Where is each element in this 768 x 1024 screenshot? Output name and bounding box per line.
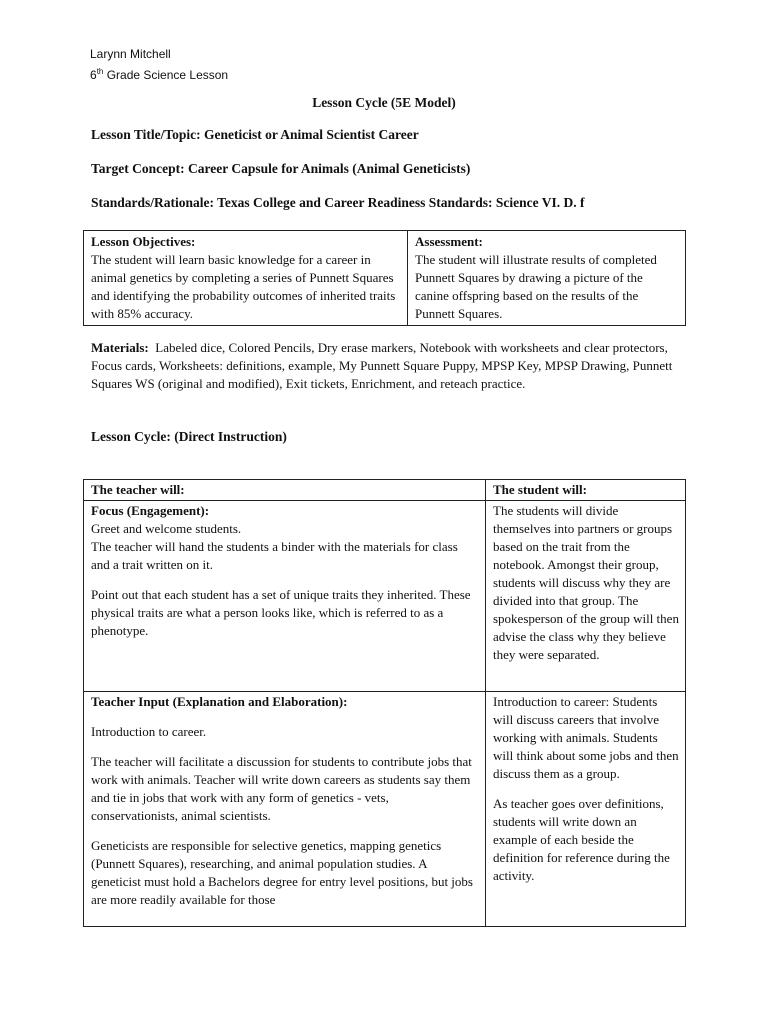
focus-greeting: Greet and welcome students. [91, 521, 242, 536]
input-geneticists: Geneticists are responsible for selective genetics, mapping genetics (Punnett Squares), researching, and animal population studies. A geneticist must hold a Bachelors degree for entry level positions, but jobs are more readily available for those [91, 838, 473, 907]
input-student-definitions: As teacher goes over definitions, students will write down an example of each beside the definition for reference during the activity. [493, 796, 670, 883]
focus-teacher-cell [84, 501, 486, 692]
input-discussion: The teacher will facilitate a discussion for students to contribute jobs that work with animals. Teacher will write down careers as students say them and tie in jobs that work with any form of genetics - vets, conservationists, animal scientists. [91, 754, 472, 823]
objectives-text: The student will learn basic knowledge for a career in animal genetics by completing a series of Punnett Squares and identifying the probability outcomes of inherited traits with 85% accuracy. [91, 252, 396, 321]
objectives-table [83, 230, 686, 326]
materials-paragraph [91, 339, 681, 393]
materials-label: Materials: [91, 340, 149, 355]
input-teacher-cell [84, 692, 486, 927]
grade-rest: Grade Science Lesson [103, 68, 229, 82]
lesson-cycle-table [83, 479, 686, 927]
cycle-heading: Lesson Cycle: (Direct Instruction) [91, 429, 287, 444]
focus-binder: The teacher will hand the students a binder with the materials for class and a trait written on it. [91, 539, 458, 572]
objectives-header: Lesson Objectives: [91, 234, 196, 249]
input-student-cell [486, 692, 686, 927]
grade-superscript: th [96, 67, 104, 76]
target-concept: Target Concept: Career Capsule for Animals (Animal Geneticists) [91, 161, 471, 176]
input-intro: Introduction to career. [91, 724, 207, 739]
author-name: Larynn Mitchell [90, 47, 171, 61]
grade-label [90, 63, 228, 84]
grade-number: 6 [90, 68, 97, 82]
objectives-cell [84, 231, 408, 326]
author-block [90, 45, 228, 84]
input-student-intro: Introduction to career: Students will discuss careers that involve working with animals. Students will think about some jobs and then discuss them as a group. [493, 694, 679, 781]
assessment-text: The student will illustrate results of completed Punnett Squares by drawing a picture of the canine offspring based on the results of the Punnett Squares. [415, 252, 657, 321]
focus-traits: Point out that each student has a set of unique traits they inherited. These physical traits are what a person looks like, which is referred to as a phenotype. [91, 587, 471, 638]
assessment-header: Assessment: [415, 234, 483, 249]
focus-title: Focus (Engagement): [91, 503, 210, 518]
lesson-topic: Lesson Title/Topic: Geneticist or Animal Scientist Career [91, 127, 419, 142]
table-row [84, 501, 686, 692]
teacher-column-header: The teacher will: [84, 480, 486, 501]
page-title: Lesson Cycle (5E Model) [312, 95, 456, 110]
standards: Standards/Rationale: Texas College and Career Readiness Standards: Science VI. D. f [91, 195, 585, 210]
input-title: Teacher Input (Explanation and Elaboration): [91, 694, 348, 709]
focus-student-cell: The students will divide themselves into partners or groups based on the trait from the notebook. Amongst their group, students will discuss why they are divided into that group. The spokesperson of the group will then advise the class why they believe they were separated. [486, 501, 686, 692]
table-header-row [84, 480, 686, 501]
student-column-header: The student will: [486, 480, 686, 501]
materials-text: Labeled dice, Colored Pencils, Dry erase markers, Notebook with worksheets and clear protectors, Focus cards, Worksheets: definitions, example, My Punnett Square Puppy, MPSP Key, MPSP Drawing, Punnett Squares WS (original and modified), Exit tickets, Enrichment, and reteach practice. [91, 340, 673, 391]
table-row [84, 692, 686, 927]
assessment-cell [408, 231, 686, 326]
